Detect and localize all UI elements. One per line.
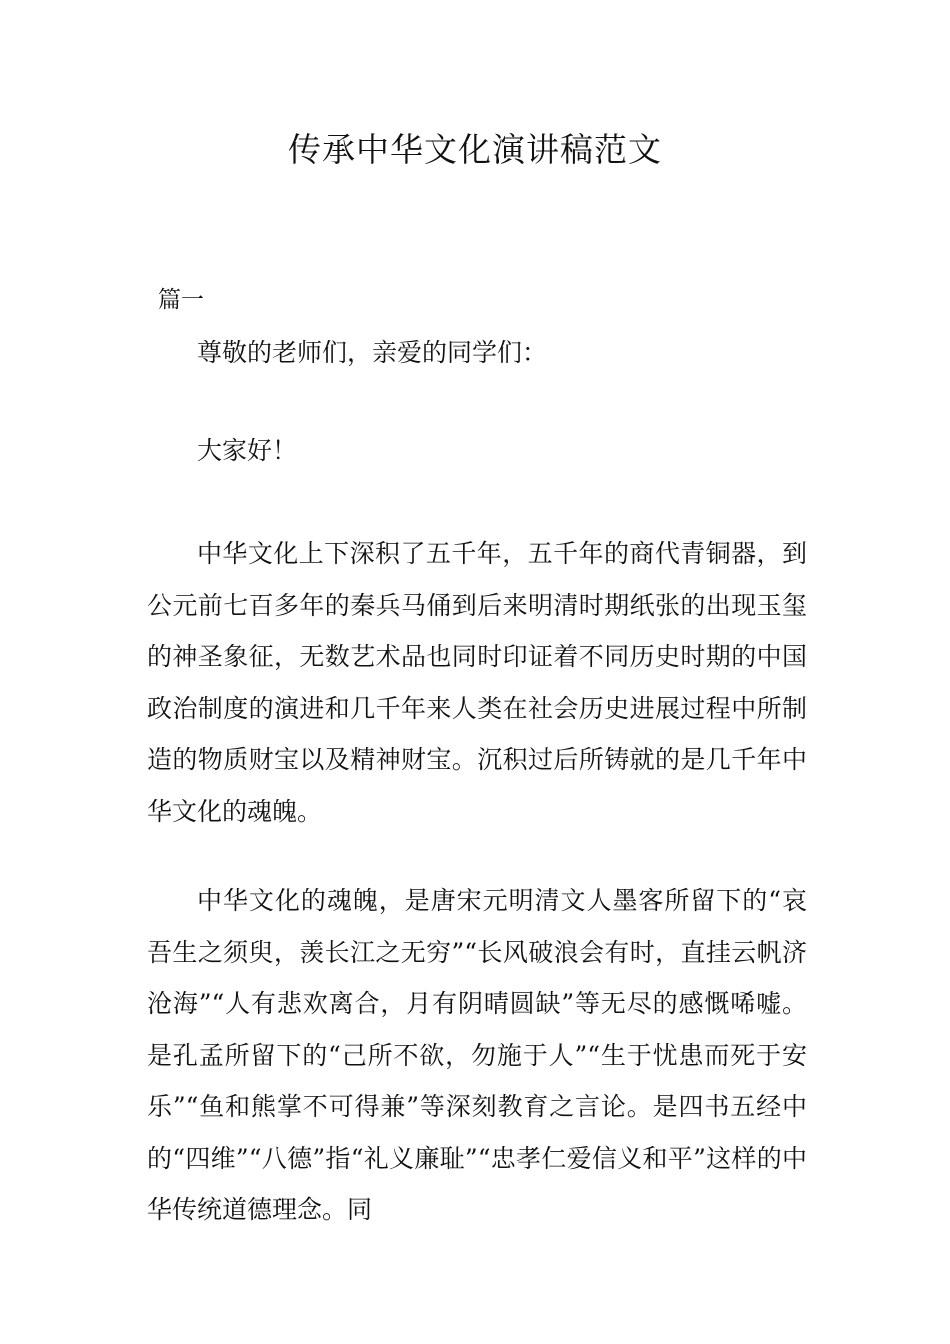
body-paragraph-2: 中华文化的魂魄，是唐宋元明清文人墨客所留下的“哀吾生之须臾，羡长江之无穷”“长风破浪会有时，直挂云帆济沧海”“人有悲欢离合，月有阴晴圆缺”等无尽的感慨唏嘘。是孔孟所留下的“己所不欲，勿施于人”“生于忧患而死于安乐”“鱼和熊掌不可得兼”等深刻教育之言论。是四书五经中的“四维”“八德”指“礼义廉耻”“忠孝仁爱信义和平”这样的中华传统道德理念。同 (147, 886, 807, 1224)
greeting: 大家好！ (197, 436, 298, 465)
salutation: 尊敬的老师们，亲爱的同学们： (197, 338, 548, 367)
body-paragraph-1: 中华文化上下深积了五千年，五千年的商代青铜器，到公元前七百多年的秦兵马俑到后来明清时期纸张的出现玉玺的神圣象征，无数艺术品也同时印证着不同历史时期的中国政治制度的演进和几千年来人类在社会历史进展过程中所制造的物质财宝以及精神财宝。沉积过后所铸就的是几千年中华文化的魂魄。 (147, 539, 807, 826)
section-label: 篇一 (158, 287, 204, 313)
document-title: 传承中华文化演讲稿范文 (288, 130, 662, 169)
